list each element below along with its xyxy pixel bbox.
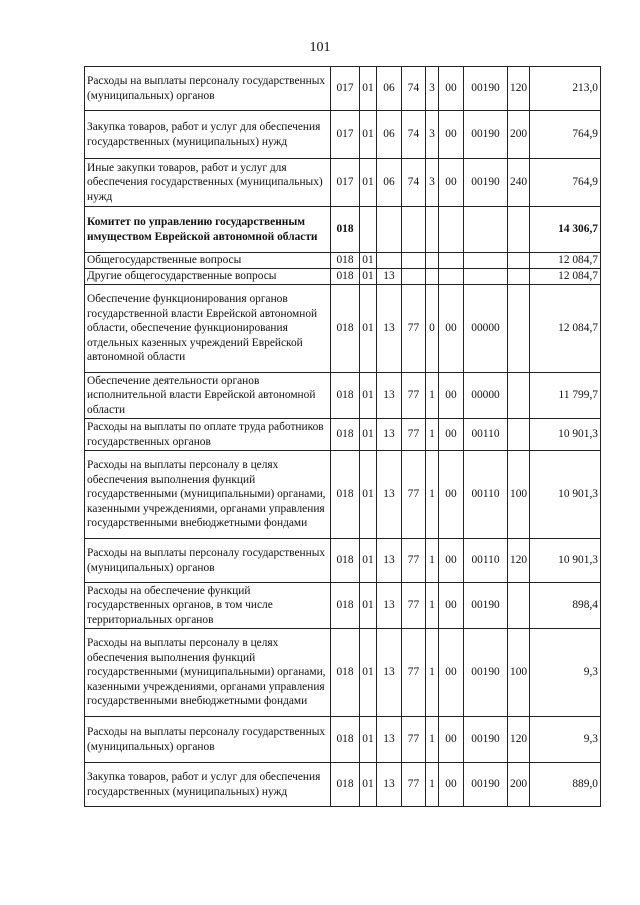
row-direction-cell: [439, 207, 464, 253]
row-ved-cell: 018: [331, 419, 360, 451]
row-section-cell: 01: [360, 419, 377, 451]
row-direction-cell: 00: [439, 539, 464, 583]
row-expense-code-cell: 00190: [464, 583, 508, 629]
row-name-cell: Обеспечение деятельности органов исполнительной власти Еврейской автономной области: [85, 373, 331, 419]
row-ved-cell: 018: [331, 629, 360, 717]
row-subsection-cell: 13: [377, 539, 402, 583]
row-program-cell: 74: [402, 159, 426, 207]
page-number: 101: [309, 40, 331, 55]
row-ved-cell: 017: [331, 111, 360, 159]
row-expense-code-cell: 00190: [464, 111, 508, 159]
row-expense-type-cell: 240: [508, 159, 530, 207]
row-subprogram-cell: [426, 253, 439, 269]
row-subprogram-cell: 1: [426, 373, 439, 419]
table-row: [85, 159, 601, 207]
row-expense-code-cell: 00190: [464, 763, 508, 807]
row-direction-cell: 00: [439, 159, 464, 207]
row-section-cell: 01: [360, 629, 377, 717]
row-ved-cell: 018: [331, 583, 360, 629]
row-name-cell: Закупка товаров, работ и услуг для обеспечения государственных (муниципальных) нужд: [85, 111, 331, 159]
table-row: [85, 111, 601, 159]
row-name-cell: Закупка товаров, работ и услуг для обеспечения государственных (муниципальных) нужд: [85, 763, 331, 807]
row-program-cell: 77: [402, 451, 426, 539]
row-section-cell: 01: [360, 373, 377, 419]
table-body: [85, 67, 601, 807]
row-sum-cell: 14 306,7: [530, 207, 601, 253]
row-name-cell: Расходы на выплаты персоналу в целях обеспечения выполнения функций государственными (муниципальными) органами, казенными учреждениями, органами управления государственными внебюджетными фондами: [85, 451, 331, 539]
row-expense-code-cell: 00000: [464, 373, 508, 419]
row-program-cell: 77: [402, 285, 426, 373]
row-section-cell: 01: [360, 269, 377, 285]
row-section-cell: 01: [360, 763, 377, 807]
row-program-cell: [402, 253, 426, 269]
row-expense-code-cell: 00110: [464, 419, 508, 451]
row-direction-cell: 00: [439, 629, 464, 717]
row-sum-cell: 889,0: [530, 763, 601, 807]
row-sum-cell: 10 901,3: [530, 539, 601, 583]
row-section-cell: 01: [360, 583, 377, 629]
row-ved-cell: 017: [331, 159, 360, 207]
row-subprogram-cell: 1: [426, 629, 439, 717]
row-direction-cell: 00: [439, 583, 464, 629]
row-ved-cell: 018: [331, 269, 360, 285]
table-row: [85, 583, 601, 629]
row-program-cell: [402, 207, 426, 253]
row-ved-cell: 018: [331, 539, 360, 583]
row-subprogram-cell: 1: [426, 451, 439, 539]
row-direction-cell: [439, 269, 464, 285]
table-row: [85, 539, 601, 583]
row-subprogram-cell: 1: [426, 539, 439, 583]
row-expense-type-cell: 120: [508, 539, 530, 583]
row-section-cell: 01: [360, 539, 377, 583]
row-ved-cell: 018: [331, 253, 360, 269]
row-expense-type-cell: [508, 419, 530, 451]
row-expense-type-cell: [508, 269, 530, 285]
row-ved-cell: 018: [331, 763, 360, 807]
row-section-cell: 01: [360, 717, 377, 763]
table-row: [85, 419, 601, 451]
row-expense-code-cell: 00110: [464, 539, 508, 583]
row-program-cell: 77: [402, 373, 426, 419]
row-sum-cell: 12 084,7: [530, 269, 601, 285]
row-program-cell: 77: [402, 419, 426, 451]
row-section-cell: 01: [360, 253, 377, 269]
row-section-cell: [360, 207, 377, 253]
row-sum-cell: 9,3: [530, 629, 601, 717]
row-expense-code-cell: 00190: [464, 629, 508, 717]
table-row: [85, 67, 601, 111]
row-program-cell: 77: [402, 717, 426, 763]
row-ved-cell: 018: [331, 451, 360, 539]
row-name-cell: Расходы на выплаты персоналу государственных (муниципальных) органов: [85, 539, 331, 583]
row-name-cell: Расходы на выплаты персоналу государственных (муниципальных) органов: [85, 67, 331, 111]
row-expense-type-cell: 200: [508, 763, 530, 807]
row-expense-code-cell: 00190: [464, 159, 508, 207]
row-section-cell: 01: [360, 285, 377, 373]
row-expense-type-cell: 120: [508, 717, 530, 763]
row-expense-type-cell: 200: [508, 111, 530, 159]
row-subsection-cell: 13: [377, 629, 402, 717]
row-expense-type-cell: [508, 253, 530, 269]
row-subsection-cell: 13: [377, 373, 402, 419]
row-subprogram-cell: 3: [426, 111, 439, 159]
table-row: [85, 253, 601, 269]
row-subsection-cell: [377, 253, 402, 269]
row-sum-cell: 898,4: [530, 583, 601, 629]
row-subsection-cell: 13: [377, 451, 402, 539]
row-ved-cell: 017: [331, 67, 360, 111]
row-expense-code-cell: [464, 207, 508, 253]
row-program-cell: [402, 269, 426, 285]
row-expense-type-cell: [508, 583, 530, 629]
row-subsection-cell: 13: [377, 583, 402, 629]
table-row: [85, 451, 601, 539]
row-ved-cell: 018: [331, 717, 360, 763]
row-subprogram-cell: 0: [426, 285, 439, 373]
row-subsection-cell: 06: [377, 67, 402, 111]
row-program-cell: 74: [402, 111, 426, 159]
row-direction-cell: 00: [439, 717, 464, 763]
row-subsection-cell: 13: [377, 269, 402, 285]
row-expense-type-cell: 120: [508, 67, 530, 111]
table-row: [85, 207, 601, 253]
row-program-cell: 77: [402, 629, 426, 717]
row-ved-cell: 018: [331, 207, 360, 253]
row-expense-type-cell: 100: [508, 629, 530, 717]
row-direction-cell: 00: [439, 285, 464, 373]
row-name-cell: Обеспечение функционирования органов государственной власти Еврейской автономной области, обеспечение функционирования отдельных казенных учреждений Еврейской автономной области: [85, 285, 331, 373]
row-subprogram-cell: 1: [426, 763, 439, 807]
row-subsection-cell: 06: [377, 159, 402, 207]
row-name-cell: Расходы на выплаты персоналу в целях обеспечения выполнения функций государственными (муниципальными) органами, казенными учреждениями, органами управления государственными внебюджетными фондами: [85, 629, 331, 717]
row-program-cell: 74: [402, 67, 426, 111]
row-expense-code-cell: 00190: [464, 67, 508, 111]
row-subprogram-cell: 3: [426, 67, 439, 111]
row-sum-cell: 12 084,7: [530, 285, 601, 373]
row-expense-type-cell: [508, 373, 530, 419]
row-direction-cell: 00: [439, 451, 464, 539]
row-section-cell: 01: [360, 159, 377, 207]
row-subprogram-cell: 3: [426, 159, 439, 207]
row-name-cell: Расходы на выплаты персоналу государственных (муниципальных) органов: [85, 717, 331, 763]
row-program-cell: 77: [402, 539, 426, 583]
row-subprogram-cell: [426, 207, 439, 253]
table-row: [85, 373, 601, 419]
table-row: [85, 629, 601, 717]
row-expense-code-cell: 00190: [464, 717, 508, 763]
table-row: [85, 269, 601, 285]
row-ved-cell: 018: [331, 285, 360, 373]
row-sum-cell: 764,9: [530, 111, 601, 159]
row-section-cell: 01: [360, 67, 377, 111]
row-direction-cell: 00: [439, 111, 464, 159]
row-sum-cell: 10 901,3: [530, 419, 601, 451]
row-expense-type-cell: [508, 285, 530, 373]
row-program-cell: 77: [402, 763, 426, 807]
row-subsection-cell: [377, 207, 402, 253]
row-sum-cell: 213,0: [530, 67, 601, 111]
row-subsection-cell: 13: [377, 717, 402, 763]
row-subsection-cell: 13: [377, 285, 402, 373]
row-name-cell: Расходы на обеспечение функций государственных органов, в том числе территориальных органов: [85, 583, 331, 629]
row-subsection-cell: 06: [377, 111, 402, 159]
row-section-cell: 01: [360, 111, 377, 159]
row-subsection-cell: 13: [377, 763, 402, 807]
table-row: [85, 717, 601, 763]
row-sum-cell: 10 901,3: [530, 451, 601, 539]
row-name-cell: Комитет по управлению государственным имуществом Еврейской автономной области: [85, 207, 331, 253]
row-ved-cell: 018: [331, 373, 360, 419]
row-name-cell: Расходы на выплаты по оплате труда работников государственных органов: [85, 419, 331, 451]
row-expense-type-cell: 100: [508, 451, 530, 539]
row-name-cell: Общегосударственные вопросы: [85, 253, 331, 269]
row-sum-cell: 12 084,7: [530, 253, 601, 269]
row-subprogram-cell: [426, 269, 439, 285]
row-expense-code-cell: 00110: [464, 451, 508, 539]
row-sum-cell: 764,9: [530, 159, 601, 207]
row-subprogram-cell: 1: [426, 419, 439, 451]
row-expense-code-cell: [464, 253, 508, 269]
row-direction-cell: [439, 253, 464, 269]
row-program-cell: 77: [402, 583, 426, 629]
row-subprogram-cell: 1: [426, 717, 439, 763]
table-row: [85, 285, 601, 373]
row-sum-cell: 9,3: [530, 717, 601, 763]
row-direction-cell: 00: [439, 373, 464, 419]
row-direction-cell: 00: [439, 763, 464, 807]
row-direction-cell: 00: [439, 419, 464, 451]
row-subprogram-cell: 1: [426, 583, 439, 629]
row-expense-code-cell: [464, 269, 508, 285]
row-expense-type-cell: [508, 207, 530, 253]
row-name-cell: Другие общегосударственные вопросы: [85, 269, 331, 285]
budget-table: [84, 66, 601, 807]
row-subsection-cell: 13: [377, 419, 402, 451]
table-row: [85, 763, 601, 807]
row-expense-code-cell: 00000: [464, 285, 508, 373]
row-direction-cell: 00: [439, 67, 464, 111]
row-section-cell: 01: [360, 451, 377, 539]
row-name-cell: Иные закупки товаров, работ и услуг для обеспечения государственных (муниципальных) нужд: [85, 159, 331, 207]
row-sum-cell: 11 799,7: [530, 373, 601, 419]
